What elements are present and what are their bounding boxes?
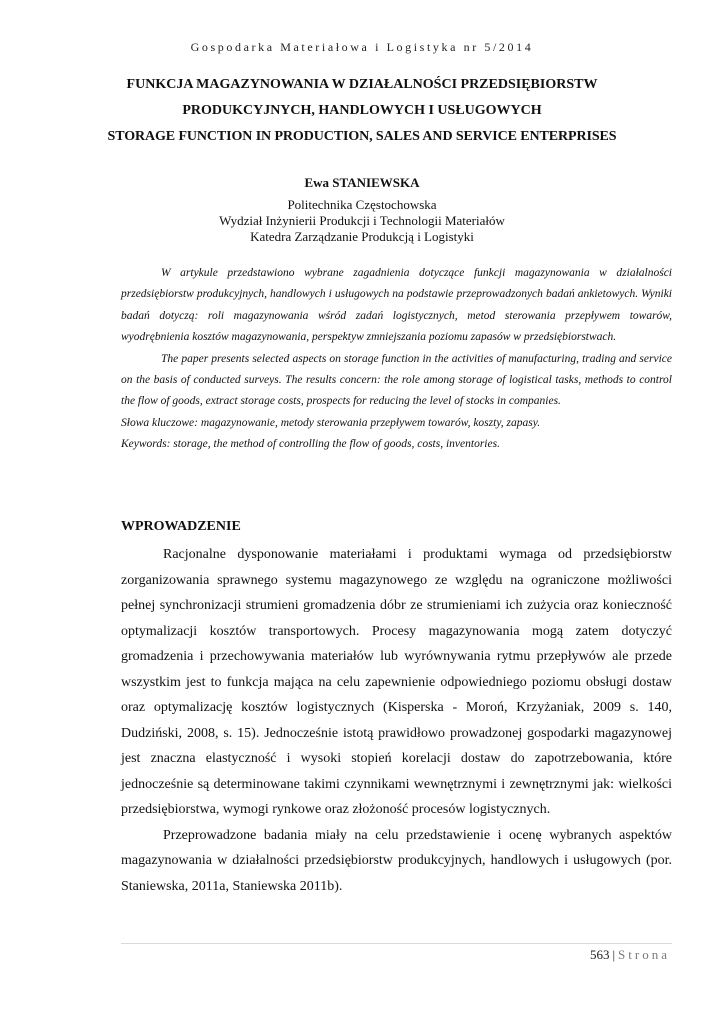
page-number: 563 [589, 947, 610, 962]
affiliation-university: Politechnika Częstochowska [287, 197, 437, 212]
keywords-english: Keywords: storage, the method of controlling the flow of goods, costs, inventories. [121, 438, 500, 451]
footer-divider [121, 943, 672, 944]
section-heading: WPROWADZENIE [121, 519, 241, 534]
abstract-polish: W artykule przedstawiono wybrane zagadnienia dotyczące funkcji magazynowania w działalności przedsiębiorstw produkcyjnych, handlowych i usługowych na podstawie przeprowadzonych badań ankietowych. Wyniki badań dotyczą: roli magazynowania wśród zadań logistycznych, metod sterowania przepływem towarów, wyodrębnienia kosztów magazynowania, perspektyw zmniejszania poziomu zapasów w przedsiębiorstwach. [121, 267, 672, 344]
body-paragraph-2: Przeprowadzone badania miały na celu przedstawienie i ocenę wybranych aspektów magazynowania w działalności przedsiębiorstw produkcyjnych, handlowych i usługowych (por. Staniewska, 2011a, Staniewska 2011b). [121, 827, 672, 894]
title-polish-line-2: PRODUKCYJNYCH, HANDLOWYCH I USŁUGOWYCH [182, 103, 542, 118]
running-head: Gospodarka Materiałowa i Logistyka nr 5/2014 [190, 40, 534, 54]
article-title [90, 72, 634, 150]
page-footer [590, 947, 670, 963]
title-polish-line-1: FUNKCJA MAGAZYNOWANIA W DZIAŁALNOŚCI PRZEDSIĘBIORSTW [126, 77, 598, 92]
footer-page-label: Strona [618, 947, 670, 962]
section-body [121, 542, 672, 899]
affiliation-faculty: Wydział Inżynierii Produkcji i Technologii Materiałów [219, 213, 505, 228]
abstract [121, 263, 672, 456]
affiliation-department: Katedra Zarządzanie Produkcją i Logistyki [250, 229, 474, 244]
author-name: Ewa STANIEWSKA [304, 175, 420, 190]
keywords-polish: Słowa kluczowe: magazynowanie, metody sterowania przepływem towarów, koszty, zapasy. [121, 416, 541, 429]
abstract-english: The paper presents selected aspects on storage function in the activities of manufacturing, trading and service on the basis of conducted surveys. The results concern: the role among storage of logistical tasks, methods to control the flow of goods, extract storage costs, prospects for reducing the level of stocks in companies. [121, 352, 672, 408]
author-affiliation [0, 197, 724, 245]
footer-separator: | [612, 947, 616, 962]
title-english: STORAGE FUNCTION IN PRODUCTION, SALES AND SERVICE ENTERPRISES [107, 129, 617, 144]
body-paragraph-1: Racjonalne dysponowanie materiałami i produktami wymaga od przedsiębiorstw zorganizowania sprawnego systemu magazynowego ze względu na ograniczone możliwości pełnej synchronizacji strumieni gromadzenia dóbr ze strumieniami ich zużycia oraz konieczność optymalizacji kosztów transportowych. Procesy magazynowania mogą zatem dotyczyć gromadzenia i przechowywania materiałów lub wyrównywania rytmu przepływów ale przede wszystkim jest to funkcja mająca na celu zapewnienie odpowiedniego poziomu obsługi dostaw oraz optymalizację kosztów logistycznych (Kisperska - Moroń, Krzyżaniak, 2009 s. 140, Dudziński, 2008, s. 15). Jednocześnie istotą prawidłowo prowadzonej gospodarki magazynowej jest znaczna elastyczność i wysoki stopień korelacji dostaw do zapotrzebowania, które jednocześnie są determinowane takimi czynnikami wewnętrznymi i zewnętrznymi jak: wielkości przedsiębiorstwa, wymogi rynkowe oraz złożoność procesów logistycznych. [121, 547, 672, 817]
